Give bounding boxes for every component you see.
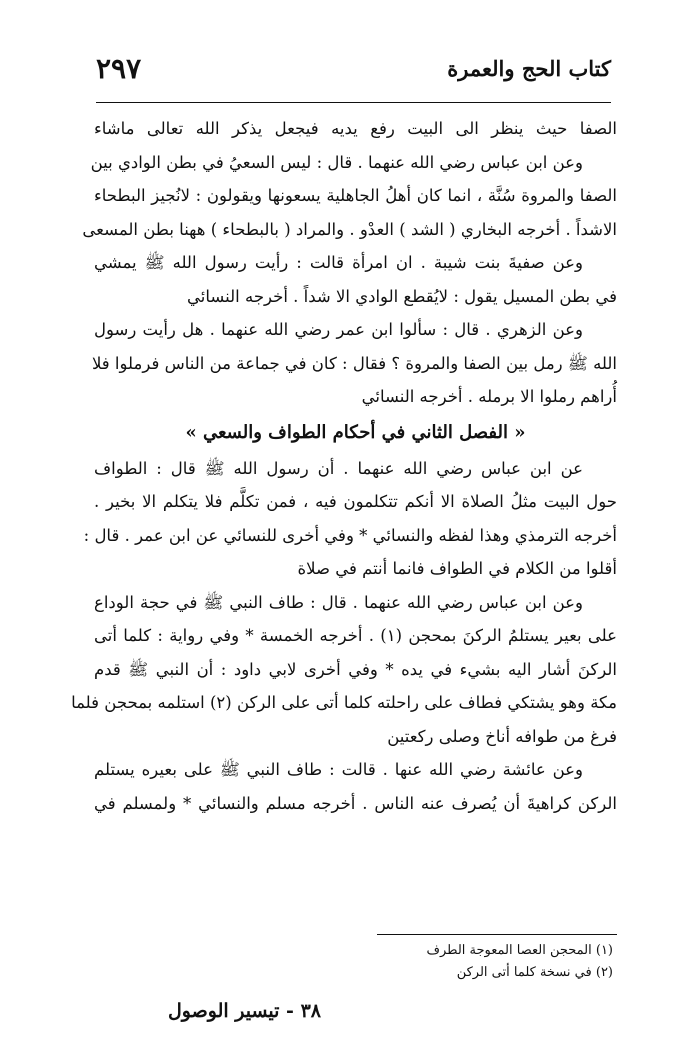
text-line: الركن كراهيةَ أن يُصرف عنه الناس . أخرجه مسلم والنسائي * ولمسلم في (94, 793, 617, 813)
text-line: حول البيت مثلُ الصلاة الا أنكم تتكلمون فيه ، فمن تكلَّم فلا يتكلم الا بخير . (94, 492, 617, 511)
text-line: الاشداً . أخرجه البخاري ( الشد ) العدْو . والمراد ( بالبطحاء ) ههنا بطن المسعى (82, 219, 617, 239)
text-line: مكة وهو يشتكي فطاف على راحلته كلما أتى على الركن (٢) استلمه بمحجن فلما (71, 693, 617, 712)
text-line: وعن ابن عباس رضي الله عنهما . قال : ليس السعيُ في بطن الوادي بين (90, 152, 583, 172)
page-number: ٢٩٧ (96, 52, 142, 85)
section-heading: « الفصل الثاني في أحكام الطواف والسعي » (185, 421, 526, 443)
text-line: الصفا حيث ينظر الى البيت رفع يديه فيجعل يذكر الله تعالى ماشاء (94, 119, 617, 138)
chapter-title: كتاب الحج والعمرة (447, 56, 611, 81)
text-line: وعن الزهري . قال : سألوا ابن عمر رضي الله عنهما . هل رأيت رسول (94, 320, 583, 339)
text-line: الصفا والمروة سُنَّة ، انما كان أهلُ الجاهلية يسعونها ويقولون : لانُجيز البطحاء (94, 186, 617, 205)
header-divider (96, 102, 611, 103)
footnote-divider (377, 934, 617, 935)
footnote: (١) المحجن العصا المعوجة الطرف (426, 943, 613, 958)
printer-signature: ٣٨ - تيسير الوصول (168, 1000, 321, 1022)
footnote: (٢) في نسخة كلما أتى الركن (456, 965, 613, 980)
running-header (96, 52, 611, 92)
main-text (71, 112, 617, 820)
text-line: أقلوا من الكلام في الطواف فانما أنتم في صلاة (297, 559, 617, 578)
text-line: الركنَ أشار اليه بشيء في يده * وفي أخرى لابي داود : أن النبي ﷺ قدم (94, 659, 617, 679)
text-line: عن ابن عباس رضي الله عنهما . أن رسول الله ﷺ قال : الطواف (94, 458, 583, 478)
text-line: وعن صفيةَ بنت شيبة . ان امرأة قالت : رأيت رسول الله ﷺ يمشي (94, 253, 583, 272)
text-line: في بطن المسيل يقول : لايُقطع الوادي الا شداً . أخرجه النسائي (187, 286, 617, 306)
text-line: فرغ من طوافه أناخ وصلى ركعتين (387, 726, 617, 746)
text-line: أُراهم رملوا الا برمله . أخرجه النسائي (361, 387, 617, 406)
text-line: الله ﷺ رمل بين الصفا والمروة ؟ فقال : كان في جماعة من الناس فرملوا فلا (91, 353, 617, 373)
text-line: وعن ابن عباس رضي الله عنهما . قال : طاف النبي ﷺ في حجة الوداع (94, 592, 583, 612)
footnotes (300, 940, 613, 984)
text-line: وعن عائشة رضي الله عنها . قالت : طاف النبي ﷺ على بعيره يستلم (94, 760, 583, 779)
text-line: على بعير يستلمُ الركنَ بمحجن (١) . أخرجه الخمسة * وفي رواية : كلما أتى (94, 626, 617, 645)
text-line: أخرجه الترمذي وهذا لفظه والنسائي * وفي أخرى للنسائي عن ابن عمر . قال : (83, 525, 617, 545)
